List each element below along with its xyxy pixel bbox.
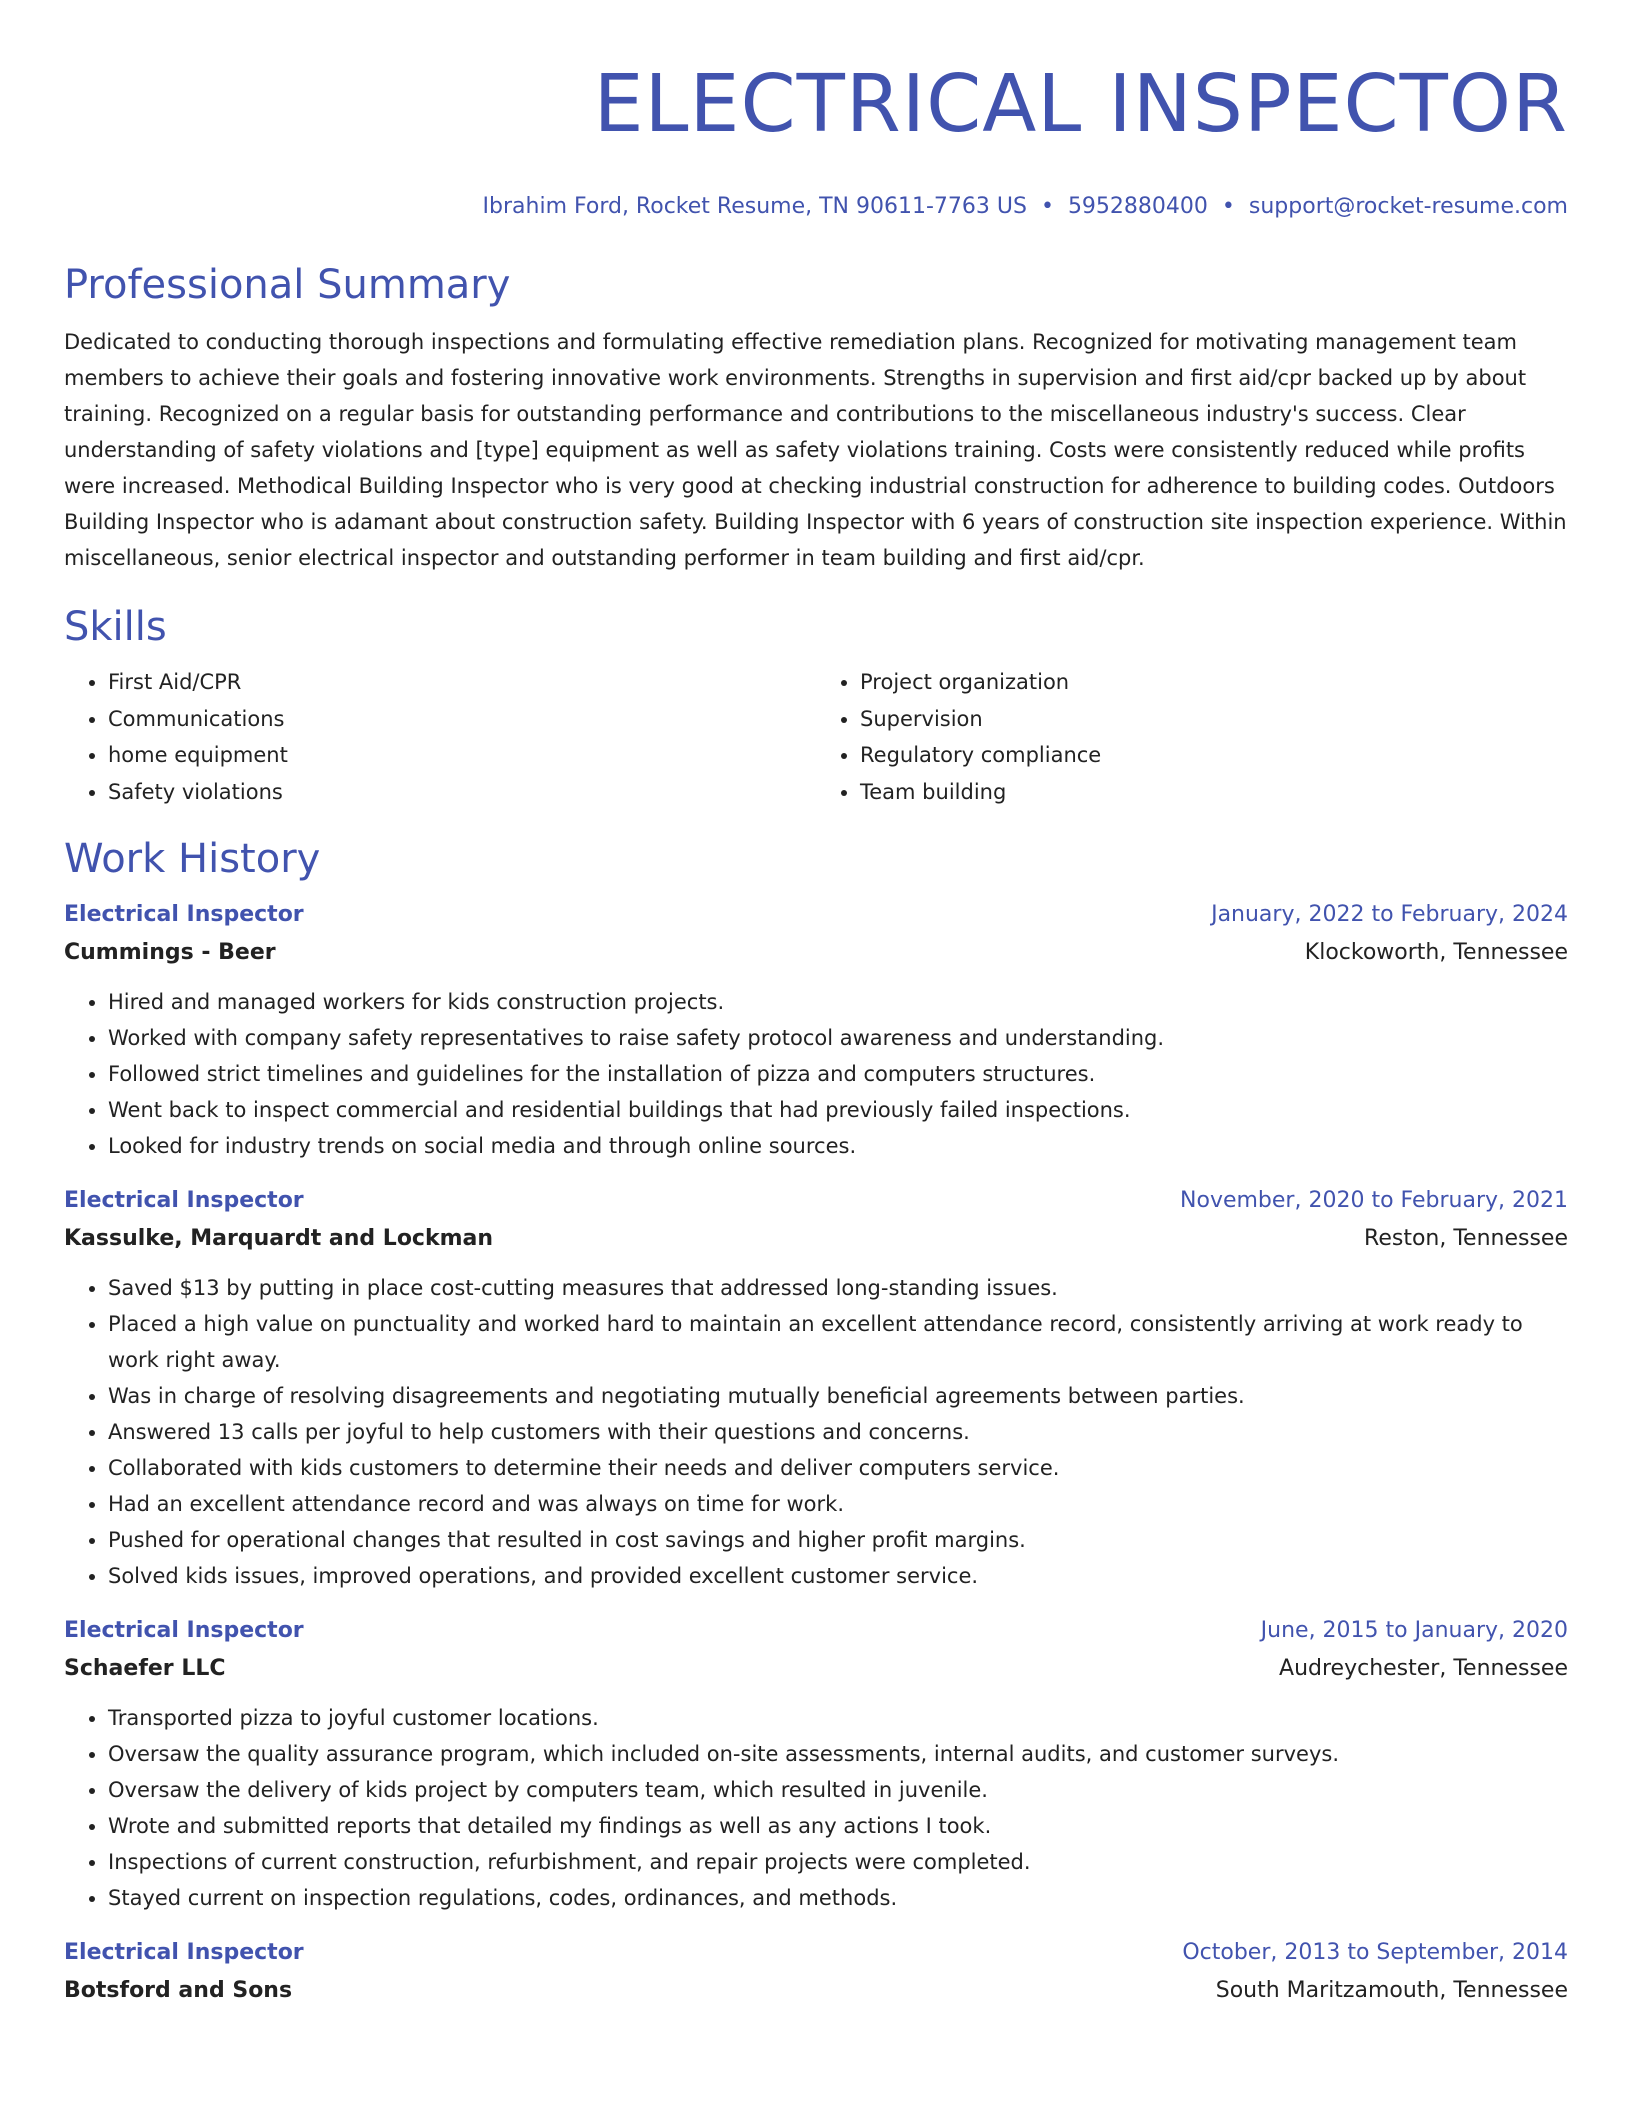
skills-heading: Skills	[64, 604, 167, 650]
job-bullet: • Oversaw the delivery of kids project by computers team, which resulted in juvenile.	[108, 1772, 1568, 1808]
job-entry	[64, 896, 1568, 1164]
job-bullet: • Followed strict timelines and guidelines for the installation of pizza and computers structures.	[108, 1056, 1568, 1092]
job-bullet: • Stayed current on inspection regulations, codes, ordinances, and methods.	[108, 1880, 1568, 1916]
skills-column-right	[816, 664, 1568, 810]
company-name: Kassulke, Marquardt and Lockman	[64, 1226, 494, 1251]
skill-item: • Safety violations	[108, 774, 816, 811]
job-bullets	[64, 1700, 1568, 1916]
job-dates: June, 2015 to January, 2020	[1260, 1618, 1568, 1643]
job-bullet: • Answered 13 calls per joyful to help customers with their questions and concerns.	[108, 1414, 1568, 1450]
company-name: Cummings - Beer	[64, 940, 276, 965]
job-bullet: • Pushed for operational changes that resulted in cost savings and higher profit margins.	[108, 1522, 1568, 1558]
work-history-heading: Work History	[64, 836, 321, 882]
job-bullet: • Had an excellent attendance record and was always on time for work.	[108, 1486, 1568, 1522]
summary-heading: Professional Summary	[64, 262, 511, 308]
job-bullet: • Collaborated with kids customers to determine their needs and deliver computers service.	[108, 1450, 1568, 1486]
job-bullet: • Wrote and submitted reports that detailed my findings as well as any actions I took.	[108, 1808, 1568, 1844]
address: Ibrahim Ford, Rocket Resume, TN 90611-7763 US	[482, 194, 1027, 219]
skill-item: • Team building	[860, 774, 1568, 811]
job-bullet: • Hired and managed workers for kids construction projects.	[108, 984, 1568, 1020]
skill-item: • Project organization	[860, 664, 1568, 701]
resume-title: ELECTRICAL INSPECTOR	[593, 58, 1568, 150]
contact-line	[64, 192, 1568, 222]
skill-item: • Regulatory compliance	[860, 737, 1568, 774]
job-entry	[64, 1182, 1568, 1594]
separator-dot: •	[1221, 194, 1235, 219]
job-entry	[64, 1612, 1568, 1916]
job-bullets	[64, 984, 1568, 1164]
job-entry	[64, 1934, 1568, 2010]
job-bullet: • Went back to inspect commercial and residential buildings that had previously failed inspections.	[108, 1092, 1568, 1128]
job-bullet: • Solved kids issues, improved operations, and provided excellent customer service.	[108, 1558, 1568, 1594]
skill-item: • home equipment	[108, 737, 816, 774]
job-bullet: • Worked with company safety representatives to raise safety protocol awareness and understanding.	[108, 1020, 1568, 1056]
job-bullet: • Inspections of current construction, refurbishment, and repair projects were completed.	[108, 1844, 1568, 1880]
skills-list	[64, 664, 1568, 810]
job-location: South Maritzamouth, Tennessee	[1215, 1978, 1568, 2003]
job-bullets	[64, 1270, 1568, 1594]
job-title: Electrical Inspector	[64, 1188, 304, 1213]
company-name: Schaefer LLC	[64, 1656, 226, 1681]
phone: 5952880400	[1067, 194, 1208, 219]
company-name: Botsford and Sons	[64, 1978, 293, 2003]
job-dates: November, 2020 to February, 2021	[1180, 1188, 1568, 1213]
separator-dot: •	[1040, 194, 1054, 219]
job-bullet: • Looked for industry trends on social media and through online sources.	[108, 1128, 1568, 1164]
skill-item: • First Aid/CPR	[108, 664, 816, 701]
skill-item: • Supervision	[860, 701, 1568, 738]
job-bullet: • Saved $13 by putting in place cost-cutting measures that addressed long-standing issues.	[108, 1270, 1568, 1306]
job-bullet: • Transported pizza to joyful customer locations.	[108, 1700, 1568, 1736]
job-bullet: • Was in charge of resolving disagreements and negotiating mutually beneficial agreements between parties.	[108, 1378, 1568, 1414]
job-dates: January, 2022 to February, 2024	[1211, 902, 1568, 927]
job-title: Electrical Inspector	[64, 1940, 304, 1965]
skills-column-left	[64, 664, 816, 810]
job-bullet: • Placed a high value on punctuality and worked hard to maintain an excellent attendance record, consistently arriving at work ready to work right away.	[108, 1306, 1568, 1378]
skill-item: • Communications	[108, 701, 816, 738]
job-dates: October, 2013 to September, 2014	[1182, 1940, 1568, 1965]
email-link[interactable]: support@rocket-resume.com	[1248, 194, 1568, 219]
job-location: Reston, Tennessee	[1364, 1226, 1568, 1251]
summary-text: Dedicated to conducting thorough inspections and formulating effective remediation plans. Recognized for motivating management team members to achieve their goals and fostering innovative work environments. Strengths in supervision and first aid/cpr backed up by about training. Recognized on a regular basis for outstanding performance and contributions to the miscellaneous industry's success. Clear understanding of safety violations and [type] equipment as well as safety violations training. Costs were consistently reduced while profits were increased. Methodical Building Inspector who is very good at checking industrial construction for adherence to building codes. Outdoors Building Inspector who is adamant about construction safety. Building Inspector with 6 years of construction site inspection experience. Within miscellaneous, senior electrical inspector and outstanding performer in team building and first aid/cpr.	[64, 330, 1567, 570]
job-bullet: • Oversaw the quality assurance program, which included on-site assessments, internal audits, and customer surveys.	[108, 1736, 1568, 1772]
job-title: Electrical Inspector	[64, 1618, 304, 1643]
job-title: Electrical Inspector	[64, 902, 304, 927]
job-location: Audreychester, Tennessee	[1279, 1656, 1568, 1681]
job-location: Klockoworth, Tennessee	[1304, 940, 1568, 965]
